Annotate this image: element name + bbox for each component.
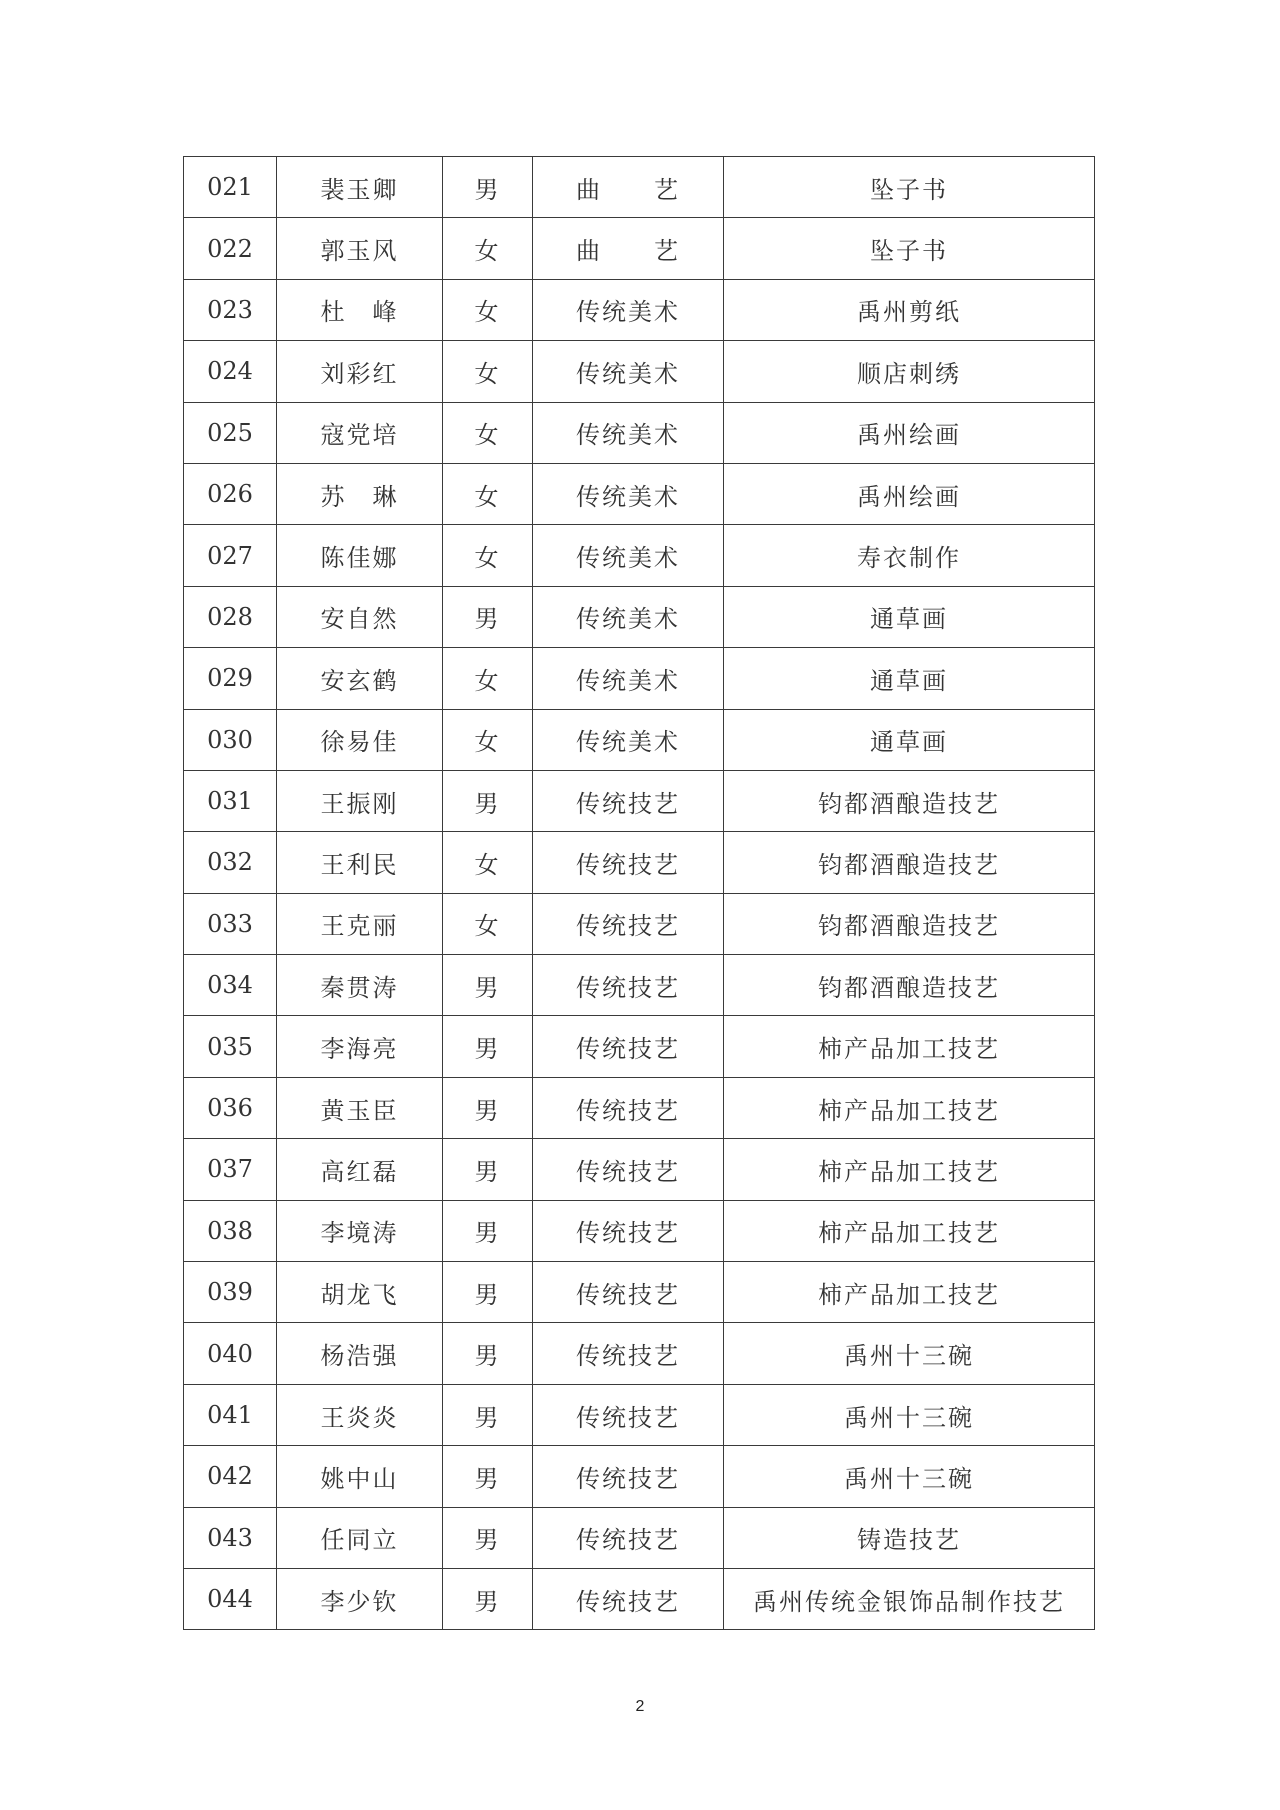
- cell-number: 032: [184, 832, 277, 893]
- cell-number: 044: [184, 1568, 277, 1629]
- cell-project: 顺店刺绣: [724, 341, 1095, 402]
- cell-category: 传统技艺: [533, 1384, 724, 1445]
- cell-category: 传统技艺: [533, 1446, 724, 1507]
- cell-number: 029: [184, 648, 277, 709]
- inheritor-table-container: [183, 156, 1094, 1630]
- cell-category: 传统美术: [533, 525, 724, 586]
- cell-project: 通草画: [724, 709, 1095, 770]
- table-row: [184, 832, 1095, 893]
- cell-number: 037: [184, 1139, 277, 1200]
- cell-project: 禹州剪纸: [724, 279, 1095, 340]
- cell-project: 禹州传统金银饰品制作技艺: [724, 1568, 1095, 1629]
- cell-project: 钧都酒酿造技艺: [724, 955, 1095, 1016]
- cell-category: 传统技艺: [533, 1507, 724, 1568]
- cell-name: 王克丽: [277, 893, 443, 954]
- cell-name: 李少钦: [277, 1568, 443, 1629]
- cell-category: 曲 艺: [533, 157, 724, 218]
- cell-number: 030: [184, 709, 277, 770]
- cell-project: 柿产品加工技艺: [724, 1139, 1095, 1200]
- cell-gender: 男: [443, 955, 533, 1016]
- cell-name: 姚中山: [277, 1446, 443, 1507]
- cell-gender: 男: [443, 1384, 533, 1445]
- table-row: [184, 463, 1095, 524]
- cell-gender: 男: [443, 586, 533, 647]
- cell-gender: 女: [443, 463, 533, 524]
- table-row: [184, 955, 1095, 1016]
- cell-gender: 女: [443, 893, 533, 954]
- cell-number: 041: [184, 1384, 277, 1445]
- cell-category: 传统美术: [533, 402, 724, 463]
- table-row: [184, 279, 1095, 340]
- table-row: [184, 1446, 1095, 1507]
- cell-name: 黄玉臣: [277, 1077, 443, 1138]
- cell-project: 禹州绘画: [724, 402, 1095, 463]
- cell-number: 036: [184, 1077, 277, 1138]
- cell-gender: 男: [443, 1446, 533, 1507]
- cell-project: 柿产品加工技艺: [724, 1077, 1095, 1138]
- page-number: 2: [635, 1698, 645, 1715]
- cell-name: 苏 琳: [277, 463, 443, 524]
- cell-project: 钧都酒酿造技艺: [724, 893, 1095, 954]
- table-body: [184, 157, 1095, 1630]
- cell-gender: 女: [443, 709, 533, 770]
- cell-name: 裴玉卿: [277, 157, 443, 218]
- cell-gender: 男: [443, 1139, 533, 1200]
- table-row: [184, 1262, 1095, 1323]
- cell-project: 柿产品加工技艺: [724, 1016, 1095, 1077]
- cell-name: 杨浩强: [277, 1323, 443, 1384]
- cell-category: 传统技艺: [533, 1323, 724, 1384]
- table-row: [184, 1323, 1095, 1384]
- cell-name: 任同立: [277, 1507, 443, 1568]
- table-row: [184, 341, 1095, 402]
- cell-number: 027: [184, 525, 277, 586]
- table-row: [184, 218, 1095, 279]
- table-row: [184, 1016, 1095, 1077]
- cell-gender: 男: [443, 1568, 533, 1629]
- inheritor-table: [183, 156, 1095, 1630]
- table-row: [184, 770, 1095, 831]
- cell-number: 033: [184, 893, 277, 954]
- cell-project: 柿产品加工技艺: [724, 1200, 1095, 1261]
- cell-project: 铸造技艺: [724, 1507, 1095, 1568]
- cell-number: 035: [184, 1016, 277, 1077]
- table-row: [184, 1384, 1095, 1445]
- cell-number: 031: [184, 770, 277, 831]
- cell-gender: 男: [443, 1262, 533, 1323]
- cell-gender: 女: [443, 402, 533, 463]
- table-row: [184, 402, 1095, 463]
- cell-project: 寿衣制作: [724, 525, 1095, 586]
- cell-category: 传统美术: [533, 463, 724, 524]
- table-row: [184, 525, 1095, 586]
- table-row: [184, 1507, 1095, 1568]
- cell-name: 安玄鹤: [277, 648, 443, 709]
- table-row: [184, 1139, 1095, 1200]
- cell-number: 043: [184, 1507, 277, 1568]
- cell-category: 传统技艺: [533, 1139, 724, 1200]
- cell-category: 传统技艺: [533, 1568, 724, 1629]
- cell-name: 陈佳娜: [277, 525, 443, 586]
- cell-name: 胡龙飞: [277, 1262, 443, 1323]
- cell-number: 021: [184, 157, 277, 218]
- cell-gender: 男: [443, 1077, 533, 1138]
- cell-number: 040: [184, 1323, 277, 1384]
- cell-name: 高红磊: [277, 1139, 443, 1200]
- cell-category: 传统美术: [533, 279, 724, 340]
- cell-project: 钧都酒酿造技艺: [724, 770, 1095, 831]
- cell-project: 禹州十三碗: [724, 1384, 1095, 1445]
- table-row: [184, 586, 1095, 647]
- cell-name: 杜 峰: [277, 279, 443, 340]
- cell-name: 刘彩红: [277, 341, 443, 402]
- cell-name: 安自然: [277, 586, 443, 647]
- cell-category: 传统技艺: [533, 1077, 724, 1138]
- table-row: [184, 157, 1095, 218]
- cell-gender: 男: [443, 1323, 533, 1384]
- cell-gender: 女: [443, 341, 533, 402]
- cell-category: 传统技艺: [533, 1016, 724, 1077]
- cell-name: 秦贯涛: [277, 955, 443, 1016]
- cell-project: 禹州绘画: [724, 463, 1095, 524]
- cell-number: 024: [184, 341, 277, 402]
- cell-number: 028: [184, 586, 277, 647]
- cell-category: 传统技艺: [533, 832, 724, 893]
- cell-category: 传统技艺: [533, 1262, 724, 1323]
- cell-category: 传统美术: [533, 709, 724, 770]
- cell-category: 传统美术: [533, 341, 724, 402]
- cell-gender: 男: [443, 1200, 533, 1261]
- cell-gender: 男: [443, 157, 533, 218]
- cell-number: 034: [184, 955, 277, 1016]
- cell-number: 022: [184, 218, 277, 279]
- table-row: [184, 648, 1095, 709]
- cell-gender: 女: [443, 648, 533, 709]
- cell-number: 039: [184, 1262, 277, 1323]
- cell-project: 通草画: [724, 586, 1095, 647]
- cell-gender: 男: [443, 1016, 533, 1077]
- cell-project: 禹州十三碗: [724, 1323, 1095, 1384]
- cell-name: 李境涛: [277, 1200, 443, 1261]
- cell-number: 023: [184, 279, 277, 340]
- cell-name: 郭玉风: [277, 218, 443, 279]
- table-row: [184, 1077, 1095, 1138]
- cell-category: 传统技艺: [533, 1200, 724, 1261]
- cell-project: 禹州十三碗: [724, 1446, 1095, 1507]
- cell-category: 传统技艺: [533, 955, 724, 1016]
- cell-category: 传统技艺: [533, 770, 724, 831]
- cell-project: 通草画: [724, 648, 1095, 709]
- cell-name: 李海亮: [277, 1016, 443, 1077]
- cell-category: 传统技艺: [533, 893, 724, 954]
- cell-gender: 女: [443, 218, 533, 279]
- table-row: [184, 709, 1095, 770]
- table-row: [184, 893, 1095, 954]
- cell-project: 坠子书: [724, 218, 1095, 279]
- cell-number: 042: [184, 1446, 277, 1507]
- cell-project: 柿产品加工技艺: [724, 1262, 1095, 1323]
- cell-name: 王利民: [277, 832, 443, 893]
- cell-gender: 女: [443, 525, 533, 586]
- cell-project: 钧都酒酿造技艺: [724, 832, 1095, 893]
- cell-name: 王炎炎: [277, 1384, 443, 1445]
- cell-category: 传统美术: [533, 586, 724, 647]
- cell-name: 寇党培: [277, 402, 443, 463]
- cell-category: 传统美术: [533, 648, 724, 709]
- cell-category: 曲 艺: [533, 218, 724, 279]
- cell-number: 026: [184, 463, 277, 524]
- cell-project: 坠子书: [724, 157, 1095, 218]
- cell-gender: 男: [443, 1507, 533, 1568]
- cell-gender: 男: [443, 770, 533, 831]
- cell-name: 徐易佳: [277, 709, 443, 770]
- cell-name: 王振刚: [277, 770, 443, 831]
- table-row: [184, 1568, 1095, 1629]
- cell-number: 025: [184, 402, 277, 463]
- table-row: [184, 1200, 1095, 1261]
- cell-gender: 女: [443, 279, 533, 340]
- cell-number: 038: [184, 1200, 277, 1261]
- cell-gender: 女: [443, 832, 533, 893]
